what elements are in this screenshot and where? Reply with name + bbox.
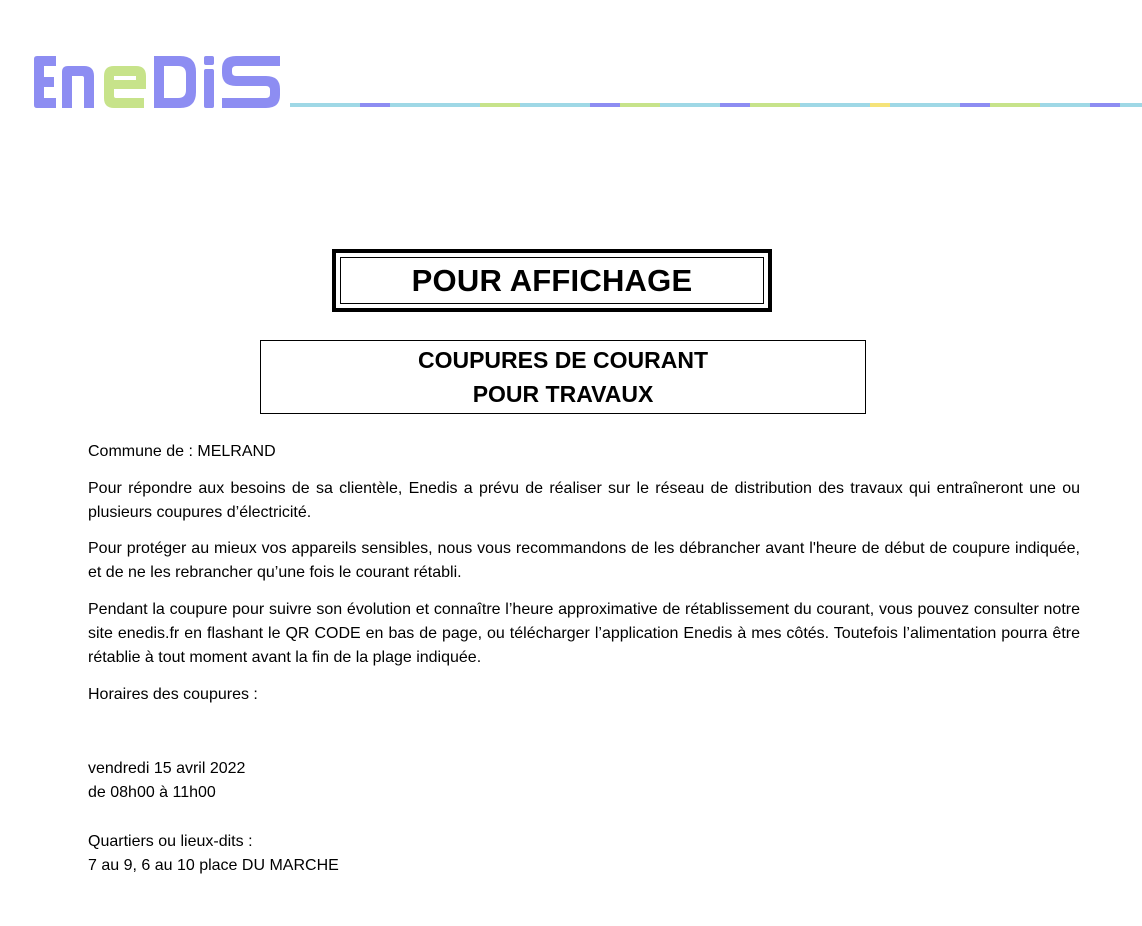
subtitle-box [260,340,866,414]
commune-label: Commune de : [88,443,193,460]
notice-title: POUR AFFICHAGE [340,257,764,304]
locations-list: 7 au 9, 6 au 10 place DU MARCHE [88,857,339,874]
outage-date: vendredi 15 avril 2022 [88,760,246,777]
subtitle-line-1: COUPURES DE COURANT [417,347,709,373]
header-decorative-rule [290,103,1142,107]
enedis-logo [32,54,284,110]
outage-time-range: de 08h00 à 11h00 [88,784,216,801]
schedule-heading: Horaires des coupures : [88,686,258,703]
subtitle-line-2: POUR TRAVAUX [472,381,654,407]
commune-line [88,440,1080,464]
intro-paragraph: Pour répondre aux besoins de sa clientèle, Enedis a prévu de réaliser sur le réseau de distribution des travaux qui entraîneront une ou plusieurs coupures d’électricité. [88,480,1080,521]
tracking-paragraph: Pendant la coupure pour suivre son évolution et connaître l’heure approximative de rétablissement du courant, vous pouvez consulter notre site enedis.fr en flashant le QR CODE en bas de page, ou télécharger l’application Enedis à mes côtés. Toutefois l’alimentation pourra être rétablie à tout moment avant la fin de la plage indiquée. [88,601,1080,666]
commune-name: MELRAND [197,443,276,460]
title-box [332,249,772,312]
recommendation-paragraph: Pour protéger au mieux vos appareils sensibles, nous vous recommandons de les débrancher avant l'heure de début de coupure indiquée, et de ne les rebrancher qu’une fois le courant rétabli. [88,540,1080,581]
locations-heading: Quartiers ou lieux-dits : [88,833,253,850]
